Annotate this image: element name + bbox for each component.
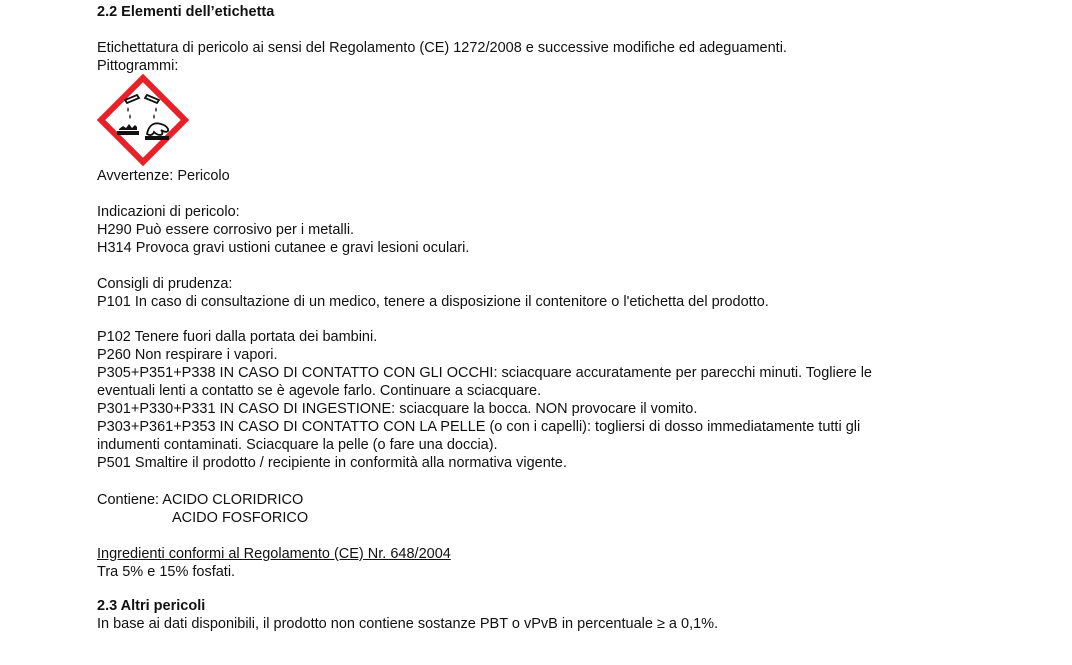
- corrosion-icon: [97, 74, 189, 166]
- precautionary-statement: P260 Non respirare i vapori.: [97, 347, 278, 363]
- precautionary-statement: P101 In caso di consultazione di un medico, tenere a disposizione il contenitore o l'etichetta del prodotto.: [97, 294, 769, 310]
- precautionary-statement: P303+P361+P353 IN CASO DI CONTATTO CON LA PELLE (o con i capelli): togliersi di dosso immediatamente tutti gli: [97, 419, 861, 435]
- precautionary-statement: eventuali lenti a contatto se è agevole farlo. Continuare a sciacquare.: [97, 383, 542, 399]
- ingredients-text: Tra 5% e 15% fosfati.: [97, 564, 236, 580]
- pictograms-label: Pittogrammi:: [97, 58, 179, 74]
- labelling-intro: Etichettatura di pericolo ai sensi del Regolamento (CE) 1272/2008 e successive modifiche ed adeguamenti.: [97, 40, 787, 56]
- precautionary-statements-label: Consigli di prudenza:: [97, 276, 233, 292]
- ingredients-title: Ingredienti conformi al Regolamento (CE) Nr. 648/2004: [97, 546, 451, 562]
- other-hazards-text: In base ai dati disponibili, il prodotto non contiene sostanze PBT o vPvB in percentuale ≥ a 0,1%.: [97, 616, 719, 632]
- precautionary-statement: P305+P351+P338 IN CASO DI CONTATTO CON GLI OCCHI: sciacquare accuratamente per parecchi minuti. Togliere le: [97, 365, 872, 381]
- signal-word: Avvertenze: Pericolo: [97, 168, 230, 184]
- contains-line: ACIDO FOSFORICO: [172, 510, 309, 526]
- hazard-statement: H314 Provoca gravi ustioni cutanee e gravi lesioni oculari.: [97, 240, 470, 256]
- hazard-statement: H290 Può essere corrosivo per i metalli.: [97, 222, 355, 238]
- precautionary-statement: indumenti contaminati. Sciacquare la pelle (o fare una doccia).: [97, 437, 498, 453]
- contains-line: Contiene: ACIDO CLORIDRICO: [97, 492, 304, 508]
- section-2-2-title: 2.2 Elementi dell’etichetta: [97, 4, 275, 20]
- precautionary-statement: P102 Tenere fuori dalla portata dei bambini.: [97, 329, 378, 345]
- section-2-3-title: 2.3 Altri pericoli: [97, 598, 206, 614]
- precautionary-statement: P501 Smaltire il prodotto / recipiente in conformità alla normativa vigente.: [97, 455, 567, 471]
- hazard-statements-label: Indicazioni di pericolo:: [97, 204, 240, 220]
- precautionary-statement: P301+P330+P331 IN CASO DI INGESTIONE: sciacquare la bocca. NON provocare il vomito.: [97, 401, 698, 417]
